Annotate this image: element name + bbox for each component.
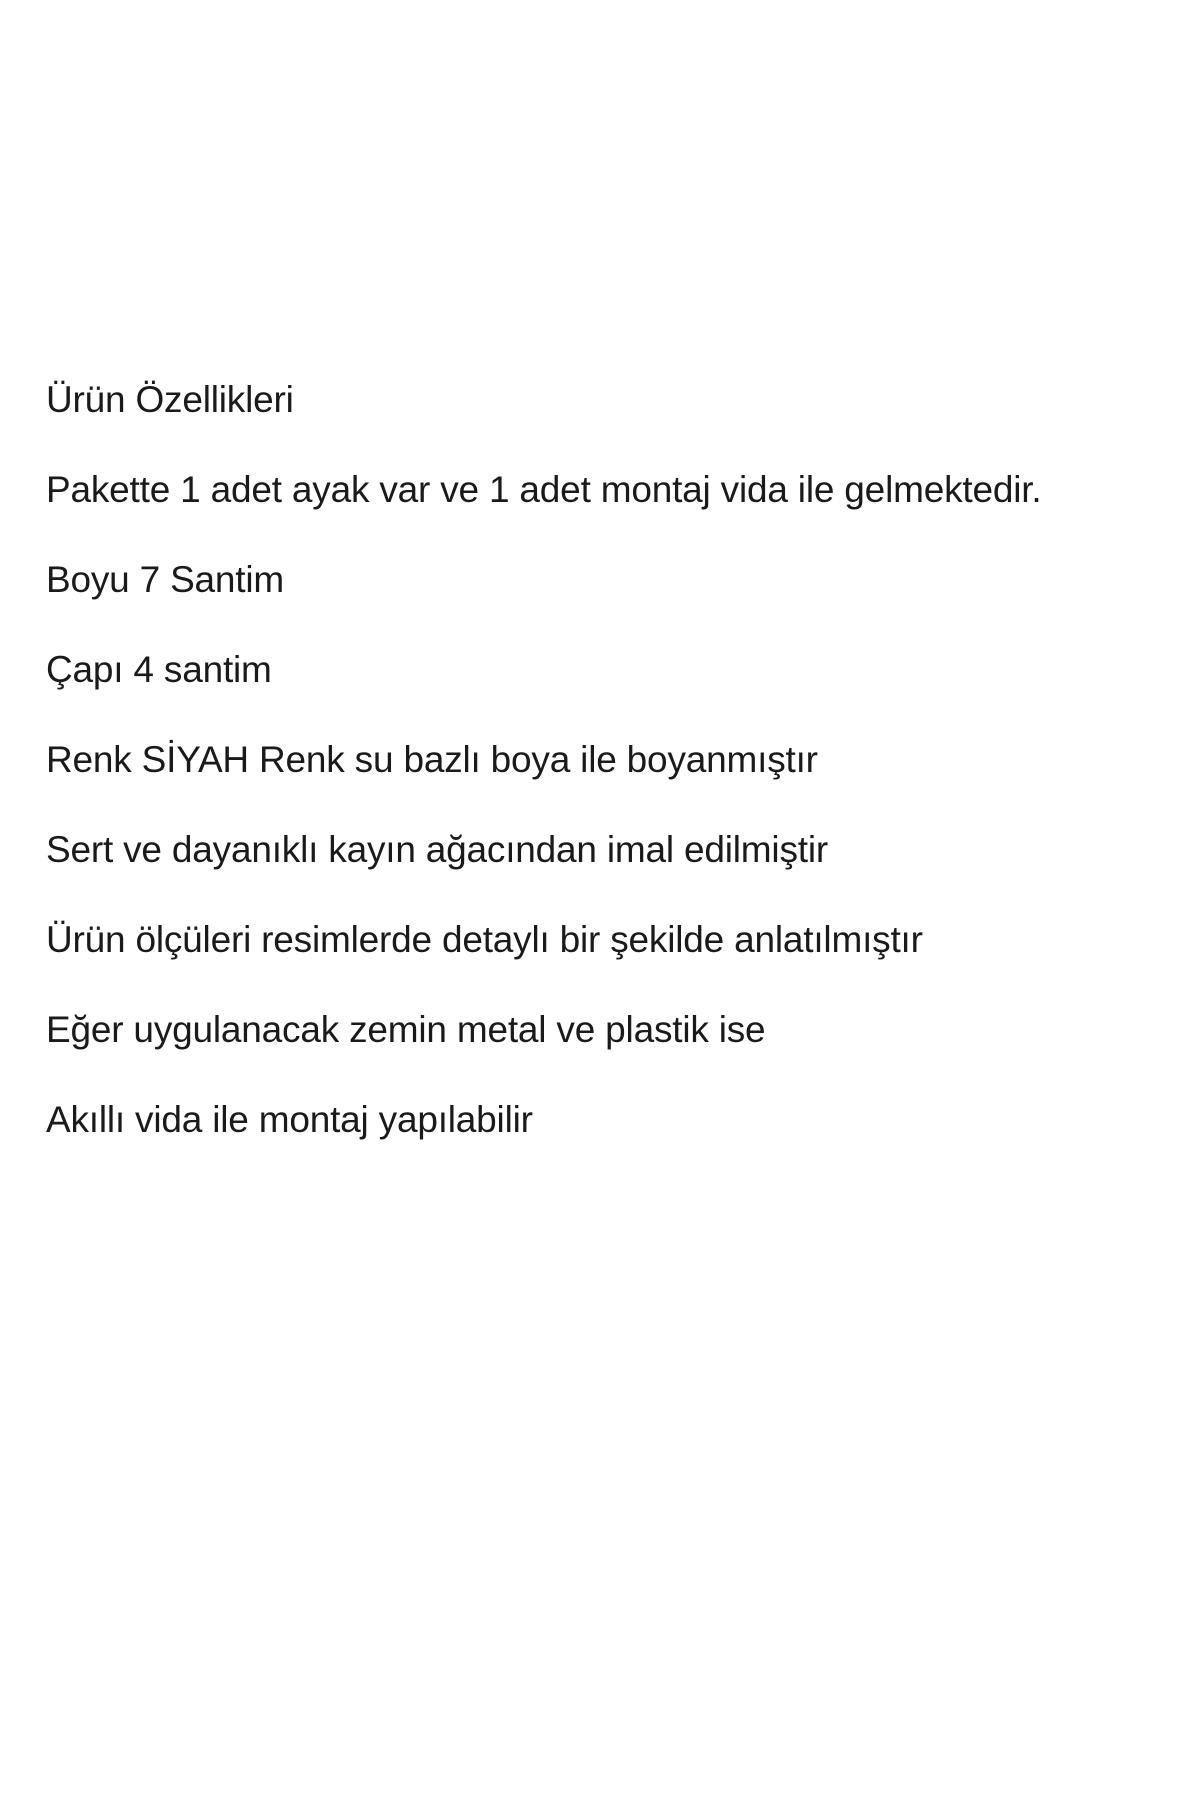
dimensions-line: Ürün ölçüleri resimlerde detaylı bir şekilde anlatılmıştır <box>46 919 923 960</box>
package-contents-line: Pakette 1 adet ayak var ve 1 adet montaj vida ile gelmektedir. <box>46 469 1042 510</box>
height-line: Boyu 7 Santim <box>46 559 285 600</box>
material-line: Sert ve dayanıklı kayın ağacından imal edilmiştir <box>46 829 828 870</box>
mounting-line: Akıllı vida ile montaj yapılabilir <box>46 1099 533 1140</box>
color-line: Renk SİYAH Renk su bazlı boya ile boyanmıştır <box>46 739 818 780</box>
surface-condition-line: Eğer uygulanacak zemin metal ve plastik ise <box>46 1009 766 1050</box>
features-heading: Ürün Özellikleri <box>46 379 294 420</box>
diameter-line: Çapı 4 santim <box>46 649 272 690</box>
product-features-text <box>46 378 1166 1188</box>
